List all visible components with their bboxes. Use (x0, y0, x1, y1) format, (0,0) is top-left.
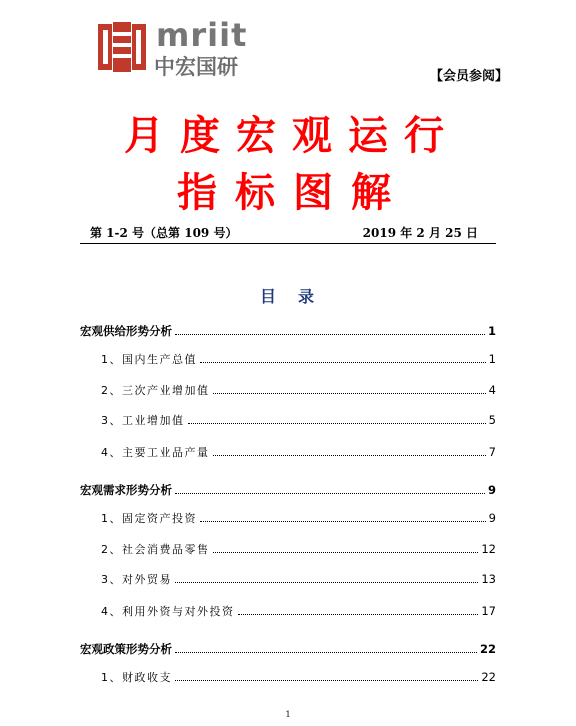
toc-entry-page: 13 (481, 572, 496, 586)
member-tag: 【会员参阅】 (429, 69, 508, 84)
toc-entry-label: 3、工业增加值 (101, 414, 185, 427)
toc-item-entry[interactable] (101, 382, 496, 398)
toc-section-entry[interactable] (80, 323, 496, 339)
toc-entry-label: 1、固定资产投资 (101, 512, 197, 525)
toc-item-entry[interactable] (101, 571, 496, 587)
toc-dot-leader (175, 573, 478, 583)
toc-item-entry[interactable] (101, 603, 496, 619)
toc-dot-leader (213, 384, 486, 394)
toc-entry-label: 4、利用外资与对外投资 (101, 605, 235, 618)
toc-entry-page: 9 (487, 483, 496, 497)
toc-entry-label: 1、财政收支 (101, 671, 172, 684)
toc-dot-leader (175, 325, 485, 335)
toc-dot-leader (213, 446, 486, 456)
toc-entry-page: 9 (488, 511, 496, 525)
toc-entry-page: 17 (481, 604, 496, 618)
issue-date: 2019 年 2 月 25 日 (362, 226, 478, 240)
toc-entry-page: 12 (481, 542, 496, 556)
toc-heading: 目录 (259, 287, 336, 306)
toc-entry-label: 2、三次产业增加值 (101, 384, 210, 397)
toc-dot-leader (175, 643, 477, 653)
page-number: 1 (285, 710, 291, 719)
toc-entry-page: 1 (487, 324, 496, 338)
toc-entry-label: 宏观政策形势分析 (80, 642, 172, 656)
toc-entry-page: 4 (488, 383, 496, 397)
toc-entry-label: 宏观供给形势分析 (80, 324, 172, 338)
logo-mark-icon (96, 20, 148, 74)
toc-item-entry[interactable] (101, 444, 496, 460)
logo-text-cn: 中宏国研 (154, 55, 238, 79)
toc-item-entry[interactable] (101, 351, 496, 367)
toc-item-entry[interactable] (101, 510, 496, 526)
toc-dot-leader (175, 671, 478, 681)
toc-dot-leader (188, 414, 486, 424)
logo (96, 16, 248, 79)
toc-section-entry[interactable] (80, 482, 496, 498)
toc-entry-page: 22 (479, 642, 496, 656)
toc-entry-page: 22 (481, 670, 496, 684)
toc-entry-page: 1 (488, 352, 496, 366)
toc-entry-page: 5 (488, 413, 496, 427)
toc-entry-label: 2、社会消费品零售 (101, 543, 210, 556)
toc-dot-leader (238, 605, 479, 615)
toc-entry-label: 宏观需求形势分析 (80, 483, 172, 497)
toc-entry-page: 7 (488, 445, 496, 459)
toc-dot-leader (175, 484, 485, 494)
header-divider (80, 243, 496, 244)
toc-entry-label: 4、主要工业品产量 (101, 446, 210, 459)
issue-number: 第 1-2 号（总第 109 号） (90, 226, 238, 240)
main-title-line1: 月度宏观运行 (124, 113, 460, 159)
toc-item-entry[interactable] (101, 541, 496, 557)
toc-dot-leader (200, 353, 486, 363)
toc-section-entry[interactable] (80, 641, 496, 657)
toc-dot-leader (213, 543, 479, 553)
toc-item-entry[interactable] (101, 412, 496, 428)
toc-item-entry[interactable] (101, 669, 496, 685)
toc-entry-label: 3、对外贸易 (101, 573, 172, 586)
logo-text-en: mriit (156, 16, 248, 54)
toc-dot-leader (200, 512, 486, 522)
toc-entry-label: 1、国内生产总值 (101, 353, 197, 366)
main-title-line2: 指标图解 (177, 170, 409, 216)
